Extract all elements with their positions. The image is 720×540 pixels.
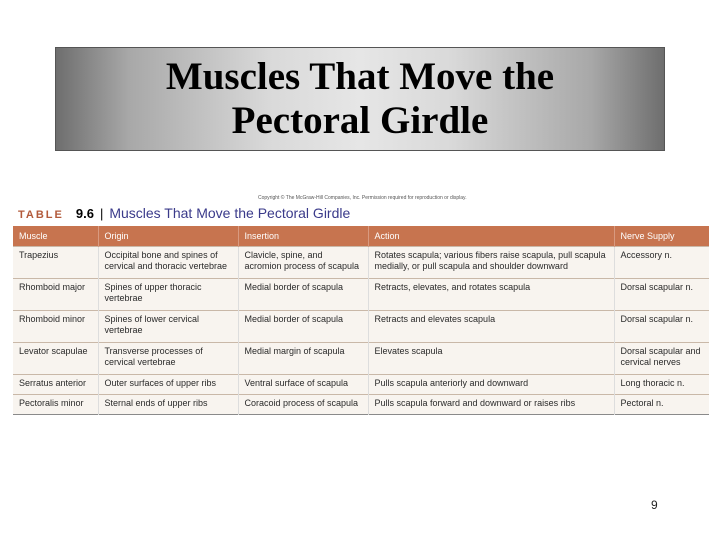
- cell-insertion: Medial border of scapula: [238, 311, 368, 343]
- table-row: [13, 343, 709, 375]
- table-caption: [18, 205, 350, 225]
- table-caption-separator: |: [99, 206, 104, 221]
- header-nerve-supply: Nerve Supply: [614, 226, 709, 247]
- cell-origin: Spines of upper thoracic vertebrae: [98, 279, 238, 311]
- cell-origin: Spines of lower cervical vertebrae: [98, 311, 238, 343]
- cell-muscle: Pectoralis minor: [13, 395, 98, 415]
- table-header-row: [13, 226, 709, 247]
- slide-title-line-2: Pectoral Girdle: [231, 99, 489, 142]
- table-row: [13, 395, 709, 415]
- cell-action: Pulls scapula anteriorly and downward: [368, 375, 614, 395]
- cell-insertion: Medial margin of scapula: [238, 343, 368, 375]
- cell-origin: Outer surfaces of upper ribs: [98, 375, 238, 395]
- cell-muscle: Trapezius: [13, 247, 98, 279]
- slide-title: [166, 55, 554, 143]
- cell-action: Pulls scapula forward and downward or raises ribs: [368, 395, 614, 415]
- table-title: Muscles That Move the Pectoral Girdle: [109, 205, 351, 221]
- header-insertion: Insertion: [238, 226, 368, 247]
- cell-action: Retracts and elevates scapula: [368, 311, 614, 343]
- cell-origin: Transverse processes of cervical vertebrae: [98, 343, 238, 375]
- cell-nerve-supply: Pectoral n.: [614, 395, 709, 415]
- copyright-notice: Copyright © The McGraw-Hill Companies, Inc. Permission required for reproduction or display.: [258, 195, 467, 201]
- table-row: [13, 375, 709, 395]
- header-muscle: Muscle: [13, 226, 98, 247]
- cell-action: Rotates scapula; various fibers raise scapula, pull scapula medially, or pull scapula and shoulder downward: [368, 247, 614, 279]
- table-row: [13, 279, 709, 311]
- cell-nerve-supply: Dorsal scapular and cervical nerves: [614, 343, 709, 375]
- cell-insertion: Medial border of scapula: [238, 279, 368, 311]
- table-row: [13, 247, 709, 279]
- cell-muscle: Serratus anterior: [13, 375, 98, 395]
- header-origin: Origin: [98, 226, 238, 247]
- cell-insertion: Ventral surface of scapula: [238, 375, 368, 395]
- slide-title-box: [55, 47, 665, 151]
- cell-nerve-supply: Accessory n.: [614, 247, 709, 279]
- cell-nerve-supply: Dorsal scapular n.: [614, 311, 709, 343]
- header-action: Action: [368, 226, 614, 247]
- cell-nerve-supply: Dorsal scapular n.: [614, 279, 709, 311]
- cell-muscle: Rhomboid major: [13, 279, 98, 311]
- cell-action: Retracts, elevates, and rotates scapula: [368, 279, 614, 311]
- cell-origin: Occipital bone and spines of cervical and thoracic vertebrae: [98, 247, 238, 279]
- cell-nerve-supply: Long thoracic n.: [614, 375, 709, 395]
- cell-insertion: Clavicle, spine, and acromion process of scapula: [238, 247, 368, 279]
- cell-insertion: Coracoid process of scapula: [238, 395, 368, 415]
- page-number: 9: [651, 498, 658, 512]
- table-word: TABLE: [18, 209, 64, 221]
- table-row: [13, 311, 709, 343]
- cell-muscle: Rhomboid minor: [13, 311, 98, 343]
- table-number: 9.6: [75, 206, 94, 221]
- muscles-table: [13, 226, 709, 415]
- slide-title-line-1: Muscles That Move the: [165, 55, 555, 98]
- cell-muscle: Levator scapulae: [13, 343, 98, 375]
- cell-origin: Sternal ends of upper ribs: [98, 395, 238, 415]
- cell-action: Elevates scapula: [368, 343, 614, 375]
